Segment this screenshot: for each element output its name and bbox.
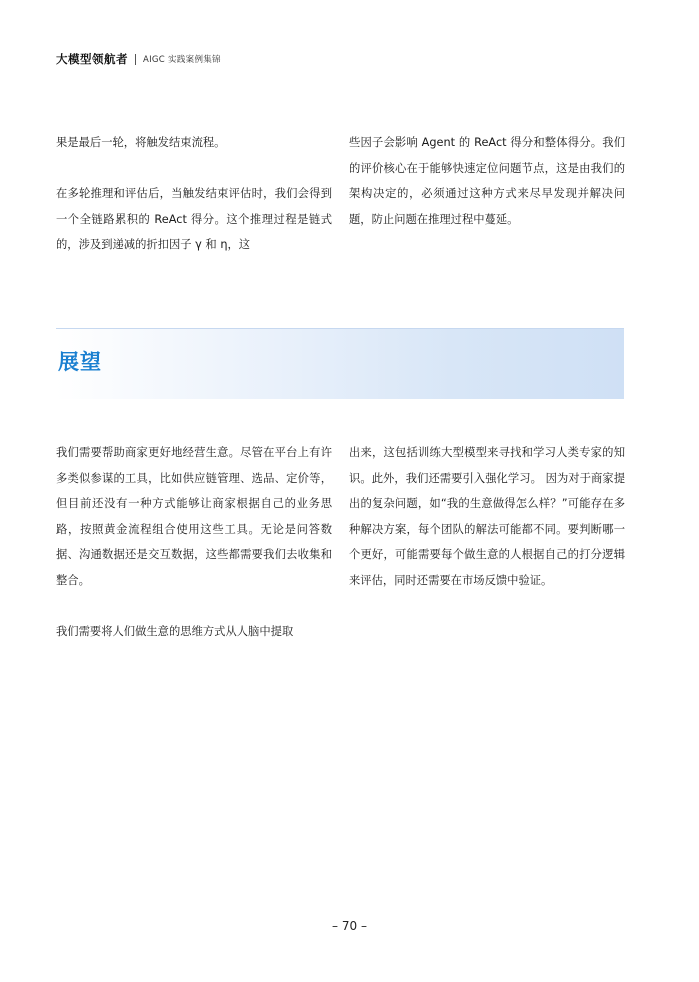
paragraph: 我们需要帮助商家更好地经营生意。尽管在平台上有许多类似参谋的工具，比如供应链管理、选品、定价等，但目前还没有一种方式能够让商家根据自己的业务思路，按照黄金流程组合使用这些工具。无论是问答数据、沟通数据还是交互数据，这些都需要我们去收集和整合。 bbox=[56, 446, 332, 587]
top-right-column bbox=[349, 130, 625, 232]
bottom-left-column bbox=[56, 440, 332, 644]
paragraph: 些因子会影响 Agent 的 ReAct 得分和整体得分。我们的评价核心在于能够快速定位问题节点，这是由我们的架构决定的，必须通过这种方式来尽早发现并解决问题，防止问题在推理过程中蔓延。 bbox=[349, 136, 625, 226]
running-header bbox=[56, 51, 221, 67]
section-title: 展望 bbox=[58, 350, 102, 374]
section-banner bbox=[56, 328, 624, 399]
page-number: – 70 – bbox=[332, 919, 367, 933]
bottom-right-column bbox=[349, 440, 625, 593]
header-subtitle: AIGC 实践案例集锦 bbox=[143, 55, 221, 65]
paragraph: 出来，这包括训练大型模型来寻找和学习人类专家的知识。此外，我们还需要引入强化学习。 因为对于商家提出的复杂问题，如“我的生意做得怎么样？”可能存在多种解决方案，每个团队的解法可能都不同。要判断哪一个更好，可能需要每个做生意的人根据自己的打分逻辑来评估，同时还需要在市场反馈中验证。 bbox=[349, 446, 625, 587]
header-title: 大模型领航者 bbox=[56, 52, 128, 66]
paragraph: 果是最后一轮，将触发结束流程。 bbox=[56, 136, 226, 149]
top-left-column bbox=[56, 130, 332, 258]
paragraph: 在多轮推理和评估后，当触发结束评估时，我们会得到一个全链路累积的 ReAct 得分。这个推理过程是链式的，涉及到递减的折扣因子 γ 和 η，这 bbox=[56, 187, 332, 251]
paragraph: 我们需要将人们做生意的思维方式从人脑中提取 bbox=[56, 624, 294, 638]
header-separator bbox=[135, 54, 136, 65]
